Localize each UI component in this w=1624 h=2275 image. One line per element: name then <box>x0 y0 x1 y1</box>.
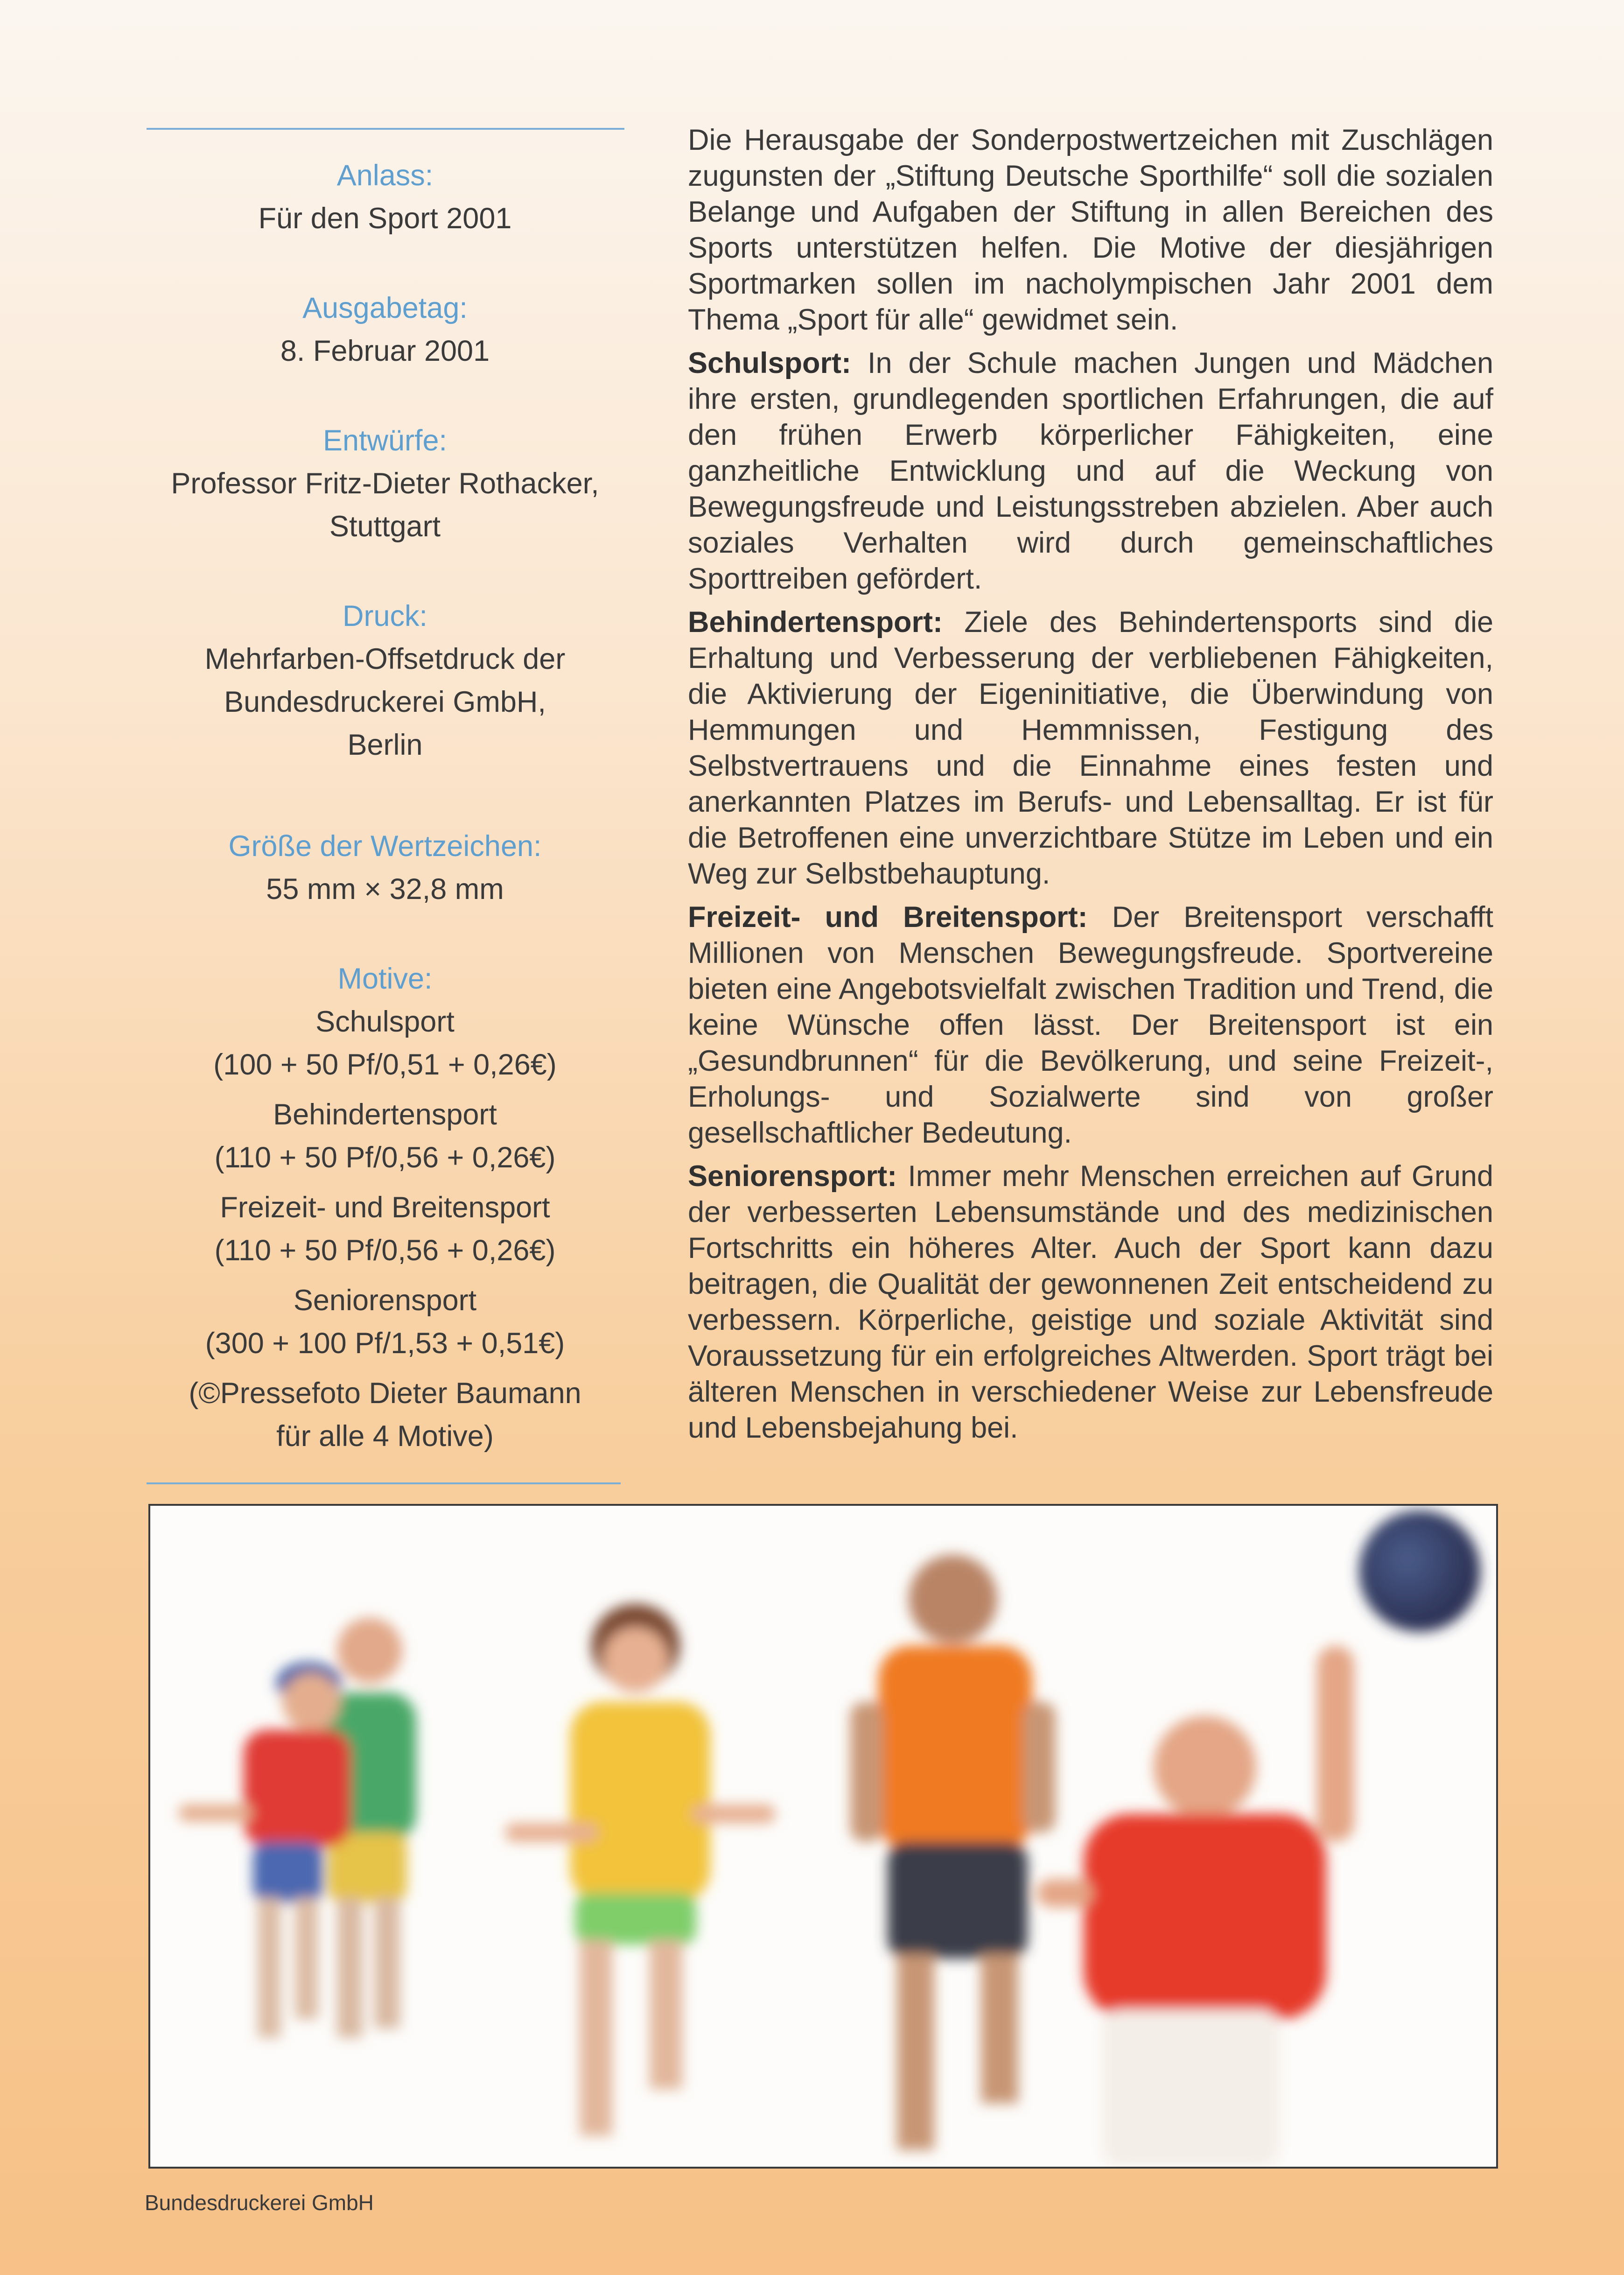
runners-illustration <box>150 1506 1496 2167</box>
anlass-value: Für den Sport 2001 <box>258 202 512 235</box>
druck-label: Druck: <box>342 600 428 632</box>
motiv-price: (110 + 50 Pf/0,56 + 0,26€) <box>214 1234 556 1267</box>
motiv-price: (100 + 50 Pf/0,51 + 0,26€) <box>213 1048 557 1081</box>
druck-line-1: Mehrfarben-Offsetdruck der <box>204 643 566 675</box>
motiv-name: Behindertensport <box>273 1098 497 1131</box>
stamp-details-column <box>145 154 625 1458</box>
section-text: Ziele des Behindertensports sind die Erhaltung und Verbesserung der verbliebenen Fähigkeiten, die Aktivierung der Eigeninitiative, die Überwindung von Hemmungen und Hemmnissen, Festigung des Selbstvertrauens und die Einnahme eines festen und anerkannten Platzes im Berufs- und Lebensalltag. Er ist für die Betroffenen eine unverzichtbare Stütze im Leben und ein Weg zur Selbstbehauptung. <box>688 606 1493 890</box>
motive-label: Motive: <box>337 962 433 995</box>
druck-line-2: Bundesdruckerei GmbH, <box>224 686 546 718</box>
section-heading: Freizeit- und Breitensport: <box>688 901 1088 934</box>
section-behindertensport <box>688 604 1493 892</box>
sports-photo <box>148 1504 1498 2169</box>
section-heading: Behindertensport: <box>688 606 943 639</box>
entwuerfe-label: Entwürfe: <box>322 424 448 457</box>
section-text: Der Breitensport verschafft Millionen von Menschen Bewegungsfreude. Sportvereine bieten eine Angebotsvielfalt zwischen Tradition und Trend, die keine Wünsche offen lässt. Der Breitensport ist ein „Gesundbrunnen“ für die Bevölkerung, und seine Freizeit-, Erholungs- und Sozialwerte sind von großer gesellschaftlicher Bedeutung. <box>688 901 1494 1149</box>
entwuerfe-line-2: Stuttgart <box>329 510 441 543</box>
photo-credit-line-2: für alle 4 Motive) <box>276 1420 494 1453</box>
section-heading: Schulsport: <box>688 347 852 379</box>
intro-paragraph: Die Herausgabe der Sonderpostwertzeichen mit Zuschlägen zugunsten der „Stiftung Deutsche Sporthilfe“ soll die sozialen Belange und Aufgaben der Stiftung in allen Bereichen des Sports unterstützen helfen. Die Motive der diesjährigen Sportmarken sollen im nacholympischen Jahr 2001 dem Thema „Sport für alle“ gewidmet sein. <box>688 124 1493 336</box>
motiv-price: (110 + 50 Pf/0,56 + 0,26€) <box>214 1141 556 1174</box>
groesse-value: 55 mm × 32,8 mm <box>266 873 504 906</box>
section-schulsport <box>688 345 1493 597</box>
ausgabetag-label: Ausgabetag: <box>302 292 468 324</box>
section-text: Immer mehr Menschen erreichen auf Grund der verbesserten Lebensumstände und des medizinischen Fortschritts ein höheres Alter. Auch der Sport kann dazu beitragen, die Qualität der gewonnenen Zeit entscheidend zu verbessern. Körperliche, geistige und soziale Aktivität sind Voraussetzung für ein erfolgreiches Altwerden. Sport trägt bei älteren Menschen in verschiedener Weise zur Lebensfreude und Lebensbejahung bei. <box>688 1160 1493 1444</box>
section-breitensport <box>688 899 1493 1151</box>
bottom-rule <box>147 1482 621 1484</box>
entwuerfe-line-1: Professor Fritz-Dieter Rothacker, <box>171 467 599 500</box>
druck-line-3: Berlin <box>347 729 423 761</box>
section-text: In der Schule machen Jungen und Mädchen ihre ersten, grundlegenden sportlichen Erfahrungen, die auf den frühen Erwerb körperlicher Fähigkeiten, eine ganzheitliche Entwicklung und auf die Weckung von Bewegungsfreude und Leistungsstreben abzielen. Aber auch soziales Verhalten wird durch gemeinschaftliches Sporttreiben gefördert. <box>688 347 1493 595</box>
motiv-price: (300 + 100 Pf/1,53 + 0,51€) <box>205 1327 565 1360</box>
description-text <box>688 122 1493 1453</box>
ausgabetag-value: 8. Februar 2001 <box>280 335 490 367</box>
photo-credit-line-1: (©Pressefoto Dieter Baumann <box>189 1377 581 1410</box>
motiv-name: Schulsport <box>315 1005 455 1038</box>
section-seniorensport <box>688 1159 1493 1446</box>
motiv-name: Seniorensport <box>293 1284 477 1317</box>
top-rule <box>147 128 624 130</box>
anlass-label: Anlass: <box>336 159 434 192</box>
motiv-name: Freizeit- und Breitensport <box>220 1191 550 1224</box>
footer-publisher: Bundesdruckerei GmbH <box>145 2191 374 2215</box>
section-heading: Seniorensport: <box>688 1160 897 1193</box>
groesse-label: Größe der Wertzeichen: <box>228 830 542 863</box>
ball <box>1359 1510 1480 1632</box>
